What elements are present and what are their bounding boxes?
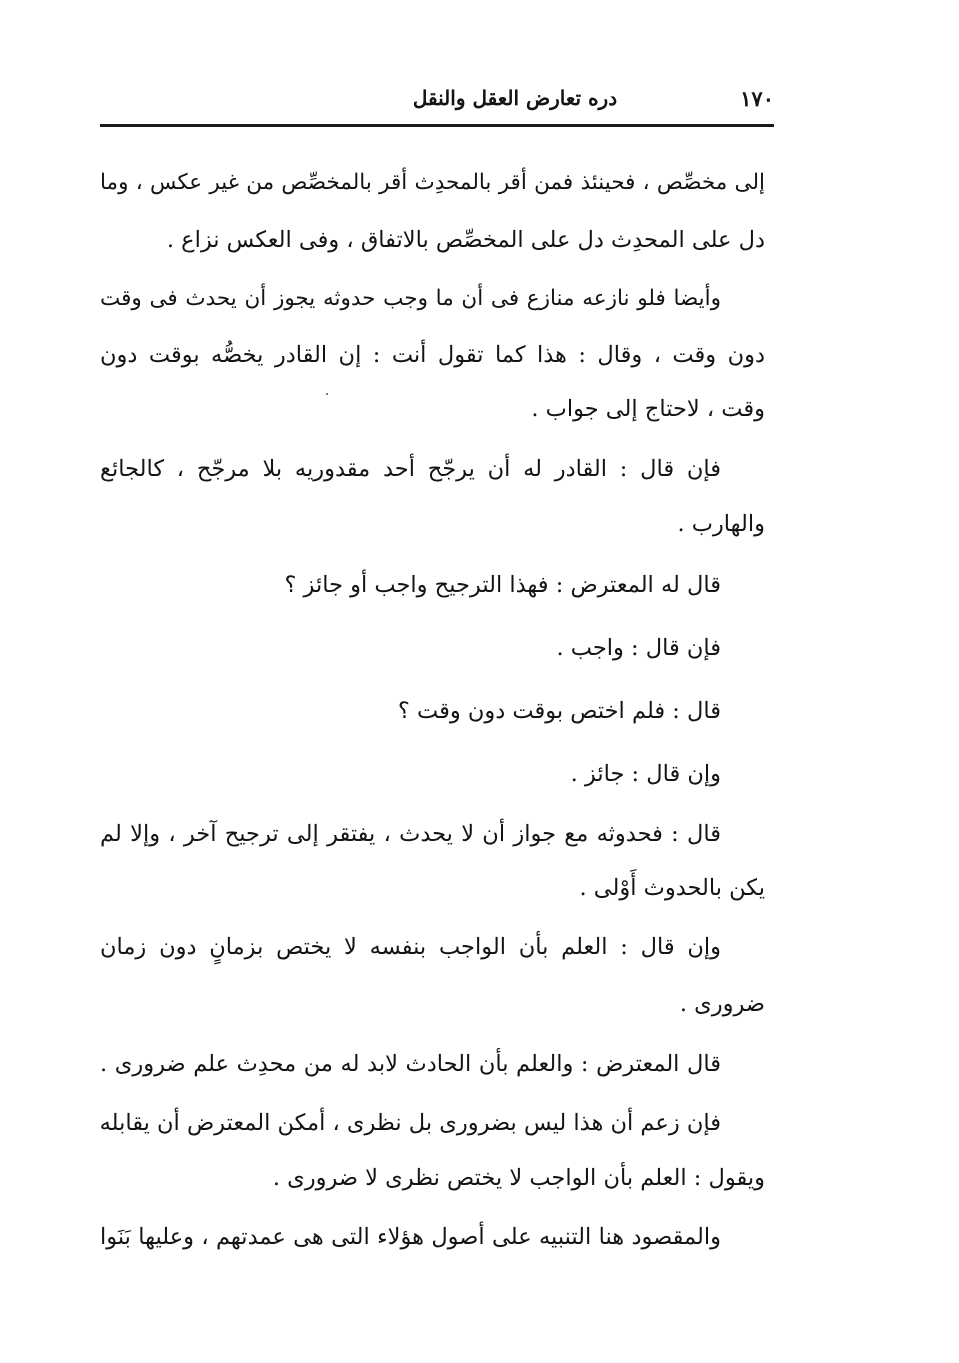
text-line: قال له المعترض : فهذا الترجيح واجب أو جائز ؟: [284, 572, 721, 598]
text-line: ويقول : العلم بأن الواجب لا يختص نظرى لا ضرورى .: [272, 1165, 765, 1191]
text-line: والمقصود هنا التنبيه على أصول هؤلاء التى هى عمدتهم ، وعليها بَنَوا: [100, 1224, 721, 1250]
running-title: دره تعارض العقل والنقل: [412, 86, 618, 110]
text-line: فإن زعم أن هذا ليس بضرورى بل نظرى ، أمكن المعترض أن يقابله: [99, 1110, 721, 1136]
text-line: ضرورى .: [679, 991, 765, 1017]
text-line: فإن قال : القادر له أن يرجّح أحد مقدوريه بلا مرجّح ، كالجائع: [100, 456, 721, 482]
text-line: وإن قال : جائز .: [570, 761, 721, 787]
text-line: قال : فحدوثه مع جواز أن لا يحدث ، يفتقر إلى ترجيح آخر ، وإلا لم: [100, 821, 721, 847]
text-line: دون وقت ، وقال : هذا كما تقول أنت : إن القادر يخصُّه بوقت دون: [100, 342, 765, 368]
text-line: وقت ، لاحتاج إلى جواب .: [531, 396, 765, 422]
text-line: والهارب .: [677, 511, 765, 537]
header-rule: [100, 124, 774, 127]
text-line: وأيضا فلو نازعه منازع فى أن ما وجب حدوثه يجوز أن يحدث فى وقت: [100, 286, 721, 311]
text-line: قال المعترض : والعلم بأن الحادث لابد له من محدِث علم ضرورى .: [100, 1051, 721, 1077]
page-header: [100, 84, 774, 122]
text-line: وإن قال : العلم بأن الواجب بنفسه لا يختص بزمانٍ دون زمان: [100, 934, 721, 960]
text-line: يكن بالحدوث أَوْلى .: [579, 875, 765, 901]
text-line: قال : فلم اختص بوقت دون وقت ؟: [397, 698, 721, 724]
print-speck: [326, 393, 328, 395]
text-line: فإن قال : واجب .: [556, 635, 721, 661]
page-number: ١٧٠: [740, 86, 774, 111]
text-line: إلى مخصِّص ، فحينئذ فمن أقر بالمحدِث أقر بالمخصِّص من غير عكس ، وما: [100, 170, 765, 195]
text-line: دل على المحدِث دل على المخصِّص بالاتفاق ، وفى العكس نزاع .: [166, 227, 765, 253]
